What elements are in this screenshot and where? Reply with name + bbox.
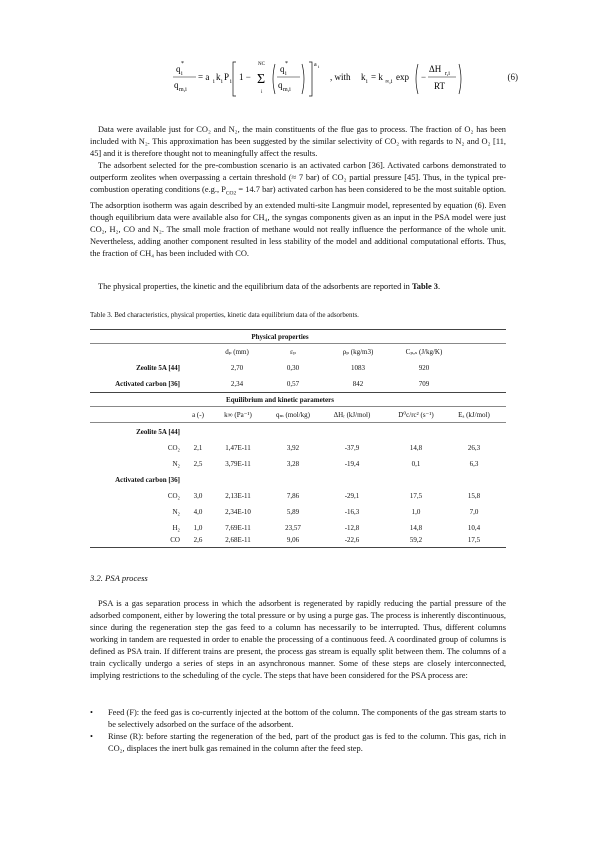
eq-k: k [216, 72, 221, 82]
eq-cell: 9,06 [286, 536, 300, 544]
eq-cell: 2,68E-11 [225, 536, 251, 544]
eq-sub-mi-bottom: m,i [179, 87, 187, 93]
eq-q-top: q [176, 64, 181, 74]
eq-kinf-sub: ∞,i [385, 79, 393, 85]
paragraph-table-ref-bold: Table 3 [411, 282, 438, 291]
eq-cell: 0,1 [411, 460, 421, 468]
phys-row-carbon-name: Activated carbon [36] [115, 380, 180, 388]
eq-header-kinf: k∞ (Pa⁻¹) [224, 411, 252, 419]
eq-header-ea: Eₐ (kJ/mol) [458, 411, 490, 419]
eq-right-bracket [309, 62, 312, 96]
phys-zeolite-cp: 920 [418, 364, 430, 372]
phys-carbon-cp: 709 [418, 380, 430, 388]
eq-equals-a: = a [198, 72, 210, 82]
eq-star-top: * [181, 61, 184, 67]
paragraph-table-ref [90, 281, 506, 293]
eq-header-qm: qₘ (mol/kg) [275, 411, 311, 419]
equilibrium-title-rule [90, 406, 506, 407]
bullet-text-rinse: Rinse (R): before starting the regeneration of the bed, part of the product gas is fed to the column. This gas, rich in CO₂, displaces the inert bulk gas remained in the column after the feed step. [108, 732, 506, 754]
phys-carbon-ep: 0,57 [286, 380, 300, 388]
eq-cell: -37,9 [344, 444, 360, 452]
eq-ki-sub: i [366, 79, 368, 85]
bullet-marker: • [90, 732, 93, 741]
eq-cell: 2,5 [193, 460, 203, 468]
section-heading-psa: 3.2. PSA process [90, 573, 148, 583]
eq-inner-star: * [285, 61, 288, 67]
table-bottom-rule [90, 547, 506, 548]
eq-cell: 2,6 [193, 536, 203, 544]
eq-inner-sub-i: i [285, 71, 287, 77]
eq-cell: 1,47E-11 [225, 444, 251, 452]
eq-exp-a: a [314, 62, 317, 68]
eq-right-paren [302, 64, 304, 94]
eq-cell: 6,3 [469, 460, 479, 468]
eq-cell: 17,5 [409, 492, 423, 500]
phys-zeolite-ep: 0,30 [286, 364, 300, 372]
paragraph-adsorbent-sub: CO2 [225, 190, 237, 197]
eq-cell: -22,6 [344, 536, 360, 544]
eq-sub-k: i [221, 79, 223, 85]
paragraph-table-ref-end: . [437, 282, 441, 291]
phys-carbon-dp: 2,34 [230, 380, 244, 388]
eq-sum-sign: Σ [257, 72, 266, 87]
eq-cell: 14,8 [409, 444, 423, 452]
eq-exp-left-paren [416, 64, 418, 94]
eq-row-name: H₂ [172, 524, 180, 532]
table-top-rule [90, 329, 506, 330]
eq-cell: 3,28 [286, 460, 300, 468]
eq-cell: 10,4 [467, 524, 481, 532]
eq-cell: 1,0 [193, 524, 203, 532]
eq-cell: 26,3 [467, 444, 481, 452]
physical-bottom-rule [90, 392, 506, 393]
eq-cell: 7,0 [469, 508, 479, 516]
eq-row-name: CO₂ [167, 444, 180, 452]
eq-cell: 59,2 [409, 536, 423, 544]
eq-cell: -19,4 [344, 460, 360, 468]
eq-cell: 5,89 [286, 508, 300, 516]
group-carbon: Activated carbon [36] [115, 476, 180, 484]
eq-header-dh: ΔHᵣ (kJ/mol) [333, 411, 371, 419]
eq-header-rule [90, 422, 506, 423]
phys-zeolite-rho: 1083 [351, 364, 365, 372]
eq-ki: k [361, 72, 366, 82]
eq-row-name: CO₂ [167, 492, 180, 500]
eq-cell: 15,8 [467, 492, 481, 500]
paragraph-adsorbent-part2: = 14.7 bar) activated carbon has been considered to be the most suitable option. The adsorption isotherm was again described by an extended multi-site Langmuir model, represented by equation (6). Even though equilibrium data were available also for CH₄, the syngas components given as an input in the PSA model were just CO₂, H₂, CO and N₂. The small mole fraction of methane would not really influence the performance of the whole unit. Nevertheless, adding another component resulted in less stability of the model and additional computational efforts. Thus, the fraction of CH₄ has been included with CO. [90, 185, 506, 258]
bullet-text-feed: Feed (F): the feed gas is co-currently injected at the bottom of the column. The components of the gas stream starts to be selectively adsorbed on the surface of the adsorbent. [108, 708, 506, 730]
eq-row-name: N₂ [172, 460, 180, 468]
phys-header-cp: Cₚ,ₛ (J/kg/K) [405, 348, 443, 356]
eq-cell: 7,69E-11 [225, 524, 251, 532]
paragraph-adsorbent-part1: The adsorbent selected for the pre-combustion scenario is an activated carbon [36]. Activated carbons demonstrated to outperform zeolites when overpassing a certain threshold (≈ 7 bar) of CO₂ partial pressure [45]. Thus, in the typical pre-combustion operating conditions (e.g., P [90, 161, 506, 195]
equation-graphic [0, 52, 595, 104]
eq-rt: RT [434, 81, 445, 91]
eq-cell: 4,0 [193, 508, 203, 516]
eq-sub-p: i [230, 79, 232, 85]
equation-6 [0, 52, 595, 104]
eq-inner-q-bottom: q [278, 80, 283, 90]
eq-delta-h-sub: r,i [445, 71, 450, 77]
eq-equals-k: = k [371, 72, 383, 82]
eq-cell: 3,92 [286, 444, 300, 452]
paragraph-flue-gas: Data were available just for CO₂ and N₂, the main constituents of the flue gas to process. The fraction of O₂ has been included with N₂. This approximation has been suggested by the similar selectivity of CO₂ with regards to N₂ and O₂ [11, 45] and it is therefore thought not to meaningfully affect the results. [90, 125, 506, 159]
eq-sub-a: i [213, 79, 215, 85]
physical-title-rule [90, 343, 506, 344]
eq-exp-right-paren [459, 64, 461, 94]
paragraph-psa: PSA is a gas separation process in which the adsorbent is regenerated by rapidly reducing the partial pressure of the adsorbed component, either by lowering the total pressure or by using a purge gas. The process is inherently discontinuous, since during the regeneration step the gas feed to a column has necessarily to be interrupted. Thus, different columns working in tandem are requested in order to enable the processing of a continuous feed. A coordinated group of columns is defined as PSA train. If different trains are present, the process gas stream is equally split between them. The columns of a train cyclically undergo a series of steps in an asynchronous manner. Some of these steps are closely interconnected, implying restrictions to the scheduling of the cycle. The steps that have been considered for the PSA process are: [90, 599, 506, 681]
eq-row-name: CO [170, 536, 180, 544]
eq-sum-bottom: i [261, 90, 263, 95]
table-caption: Table 3. Bed characteristics, physical properties, kinetic data equilibrium data of the adsorbents. [90, 311, 359, 319]
eq-header-a: a (-) [192, 411, 204, 419]
eq-inner-q-top: q [280, 64, 285, 74]
eq-exp: exp [396, 72, 409, 82]
eq-cell: 14,8 [409, 524, 423, 532]
eq-left-bracket [233, 62, 236, 96]
phys-header-ep: εₚ [290, 348, 296, 356]
physical-properties-title: Physical properties [251, 333, 309, 341]
eq-one-minus: 1 − [239, 72, 251, 82]
eq-sum-top: NC [258, 62, 265, 67]
eq-cell: 7,86 [286, 492, 300, 500]
paragraph-table-ref-start: The physical properties, the kinetic and the equilibrium data of the adsorbents are reported in [98, 282, 412, 291]
eq-exp-a-sub: i [318, 64, 320, 69]
eq-cell: -29,1 [344, 492, 360, 500]
eq-delta-h: ΔH [429, 64, 442, 74]
phys-carbon-rho: 842 [352, 380, 364, 388]
eq-left-paren [273, 64, 275, 94]
phys-header-dp: dₚ (mm) [225, 348, 249, 356]
eq-cell: 2,1 [193, 444, 203, 452]
equation-number: (6) [507, 72, 518, 82]
bullet-marker: • [90, 708, 93, 717]
eq-cell: 2,34E-10 [225, 508, 251, 516]
eq-cell: -12,8 [344, 524, 360, 532]
eq-q-bottom: q [174, 80, 179, 90]
equilibrium-title: Equilibrium and kinetic parameters [226, 396, 334, 404]
eq-cell: 1,0 [411, 508, 421, 516]
eq-cell: 3,79E-11 [225, 460, 251, 468]
phys-header-rho: ρₚ (kg/m3) [342, 348, 374, 356]
group-zeolite: Zeolite 5A [44] [136, 428, 180, 436]
phys-zeolite-dp: 2,70 [230, 364, 244, 372]
eq-cell: 3,0 [193, 492, 203, 500]
paragraph-adsorbent [90, 160, 506, 260]
eq-cell: 2,13E-11 [225, 492, 251, 500]
eq-minus: − [421, 72, 427, 82]
phys-row-zeolite-name: Zeolite 5A [44] [136, 364, 180, 372]
eq-cell: 23,57 [285, 524, 301, 532]
eq-sub-i-top: i [181, 71, 183, 77]
eq-header-d0: D⁰c/rc² (s⁻¹) [398, 411, 434, 419]
eq-cell: -16,3 [344, 508, 360, 516]
eq-with: , with [330, 72, 351, 82]
eq-inner-sub-mi: m,i [283, 87, 291, 93]
eq-row-name: N₂ [172, 508, 180, 516]
eq-cell: 17,5 [467, 536, 481, 544]
eq-p: P [224, 72, 230, 82]
